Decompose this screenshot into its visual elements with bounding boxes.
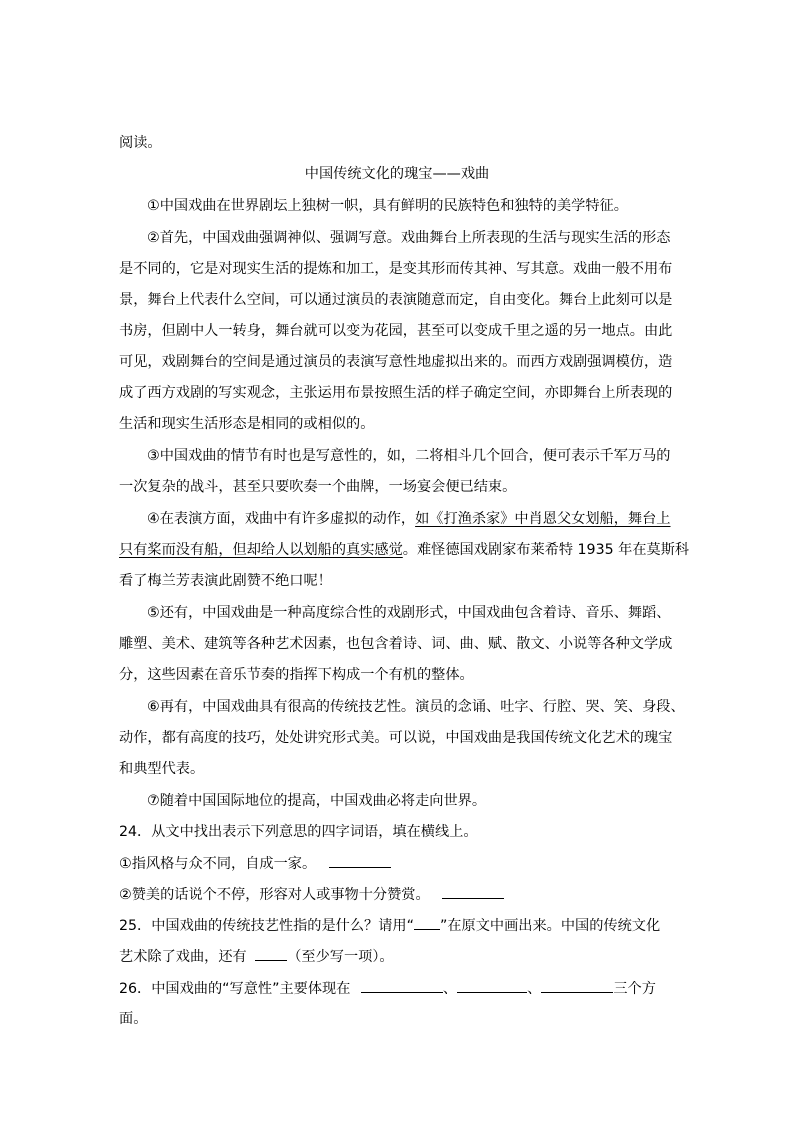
question-text: 26．中国戏曲的“写意性”主要体现在: [119, 981, 351, 997]
answer-blank[interactable]: [457, 978, 527, 993]
paragraph-5-line: 雕塑、美术、建筑等各种艺术因素，也包含着诗、词、曲、赋、散文、小说等各种文学成: [119, 636, 673, 652]
question-25-line-2: [119, 946, 394, 967]
question-text: ”在原文中画出来。中国的传统文化: [439, 918, 661, 934]
question-text: （至少写一项）。: [287, 949, 394, 965]
paragraph-5-line: 分，这些因素在音乐节奏的指挥下构成一个有机的整体。: [119, 667, 474, 683]
answer-blank[interactable]: [541, 978, 613, 993]
paragraph-2-line: 景，舞台上代表什么空间，可以通过演员的表演随意而定，自由变化。舞台上此刻可以是: [119, 292, 673, 308]
paragraph-4-text: 。难怪德国戏剧家布莱希特 1935 年在莫斯科: [402, 542, 690, 558]
intro-text: 阅读。: [119, 135, 162, 151]
question-26-line-2: 面。: [119, 1011, 148, 1027]
paragraph-1: ①中国戏曲在世界剧坛上独树一帜，具有鲜明的民族特色和独特的美学特征。: [147, 198, 628, 214]
paragraph-5-line: ⑤还有，中国戏曲是一种高度综合性的戏剧形式，中国戏曲包含着诗、音乐、舞蹈、: [147, 605, 671, 621]
paragraph-4-line-1: [147, 509, 671, 529]
paragraph-2-line: 书房，但剧中人一转身，舞台就可以变为花园，甚至可以变成千里之遥的另一地点。由此: [119, 323, 673, 339]
underline-sample: [414, 915, 440, 930]
question-text: 25．中国戏曲的传统技艺性指的是什么？请用“: [119, 918, 414, 934]
paragraph-3-line: 一次复杂的战斗，甚至只要吹奏一个曲牌，一场宴会便已结束。: [119, 479, 517, 495]
answer-blank[interactable]: [442, 884, 504, 899]
question-26-line-1: [119, 978, 656, 999]
question-24-item-1: [119, 853, 391, 874]
article-title: 中国传统文化的瑰宝——戏曲: [304, 166, 490, 182]
separator: 、: [442, 981, 458, 997]
paragraph-4-text: ④在表演方面，戏曲中有许多虚拟的动作，: [147, 511, 416, 527]
paragraph-2-line: 成了西方戏剧的写实观念，主张运用布景按照生活的样子确定空间，亦即舞台上所表现的: [119, 385, 673, 401]
answer-blank[interactable]: [361, 978, 443, 993]
question-text: 三个方: [613, 981, 656, 997]
question-24: 24．从文中找出表示下列意思的四字词语，填在横线上。: [119, 824, 478, 840]
question-text: 艺术除了戏曲，还有: [119, 949, 247, 965]
question-24-item-2: [119, 884, 504, 905]
underlined-sentence: 只有桨而没有船，但却给人以划船的真实感觉: [119, 542, 403, 558]
separator: 、: [527, 981, 542, 997]
paragraph-2-line: ②首先，中国戏曲强调神似、强调写意。戏曲舞台上所表现的生活与现实生活的形态: [147, 230, 671, 246]
paragraph-6-line: 和典型代表。: [119, 761, 205, 777]
paragraph-2-line: 可见，戏剧舞台的空间是通过演员的表演写意性地虚拟出来的。而西方戏剧强调模仿，造: [119, 354, 673, 370]
question-text: ②赞美的话说个不停，形容对人或事物十分赞赏。: [119, 887, 430, 903]
paragraph-6-line: 动作，都有高度的技巧，处处讲究形式美。可以说，中国戏曲是我国传统文化艺术的瑰宝: [119, 730, 673, 746]
paragraph-2-line: 生活和现实生活形态是相同的或相似的。: [119, 416, 375, 432]
paragraph-4-line-2: [119, 540, 689, 560]
paragraph-4-line-3: 看了梅兰芳表演此剧赞不绝口呢！: [119, 573, 332, 589]
question-text: ①指风格与众不同，自成一家。: [119, 856, 317, 872]
question-25-line-1: [119, 915, 660, 936]
underlined-sentence: 如《打渔杀家》中肖恩父女划船，舞台上: [415, 511, 671, 527]
paragraph-3-line: ③中国戏曲的情节有时也是写意性的，如，二将相斗几个回合，便可表示千军万马的: [147, 448, 671, 464]
paragraph-7: ⑦随着中国国际地位的提高，中国戏曲必将走向世界。: [147, 793, 487, 809]
answer-blank[interactable]: [255, 946, 287, 961]
answer-blank[interactable]: [329, 853, 391, 868]
paragraph-6-line: ⑥再有，中国戏曲具有很高的传统技艺性。演员的念诵、吐字、行腔、哭、笑、身段、: [147, 699, 685, 715]
paragraph-2-line: 是不同的，它是对现实生活的提炼和加工，是变其形而传其神、写其意。戏曲一般不用布: [119, 261, 673, 277]
